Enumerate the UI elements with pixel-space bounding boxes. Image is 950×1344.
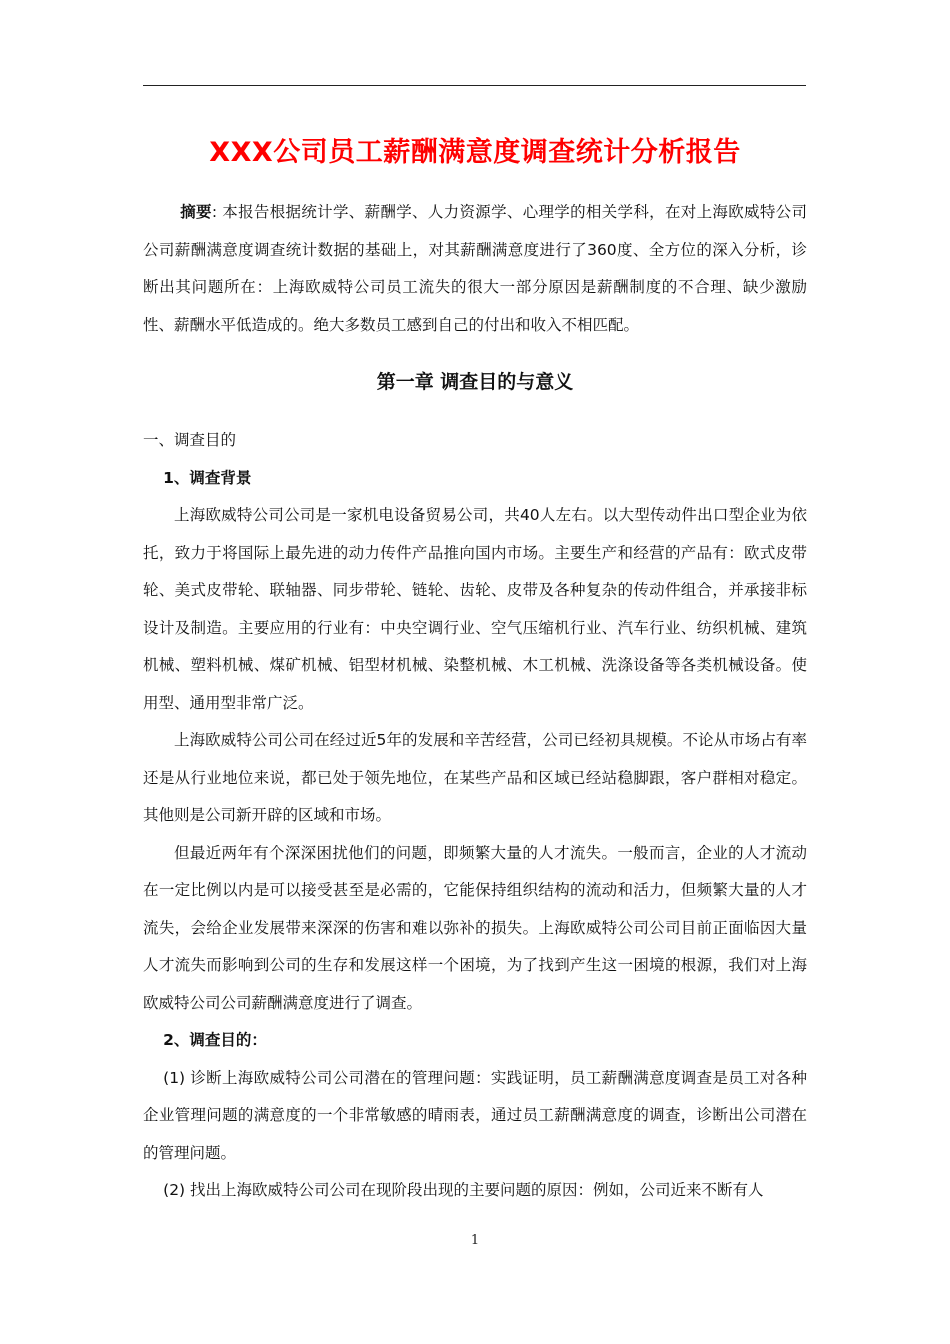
body-paragraph: 但最近两年有个深深困扰他们的问题，即频繁大量的人才流失。一般而言，企业的人才流动在一定比例以内是可以接受甚至是必需的，它能保持组织结构的流动和活力，但频繁大量的人才流失，会给企业发展带来深深的伤害和难以弥补的损失。上海欧威特公司公司目前正面临因大量人才流失而影响到公司的生存和发展这样一个困境，为了找到产生这一困境的根源，我们对上海欧威特公司公司薪酬满意度进行了调查。	[143, 843, 807, 1012]
header-rule	[143, 85, 806, 86]
section-heading: 一、调查目的	[143, 431, 237, 449]
subsection-heading-purpose: 2、调查目的：	[163, 1031, 267, 1049]
abstract-paragraph	[143, 194, 807, 344]
body-paragraph: 上海欧威特公司公司是一家机电设备贸易公司，共40人左右。以大型传动件出口型企业为依托，致力于将国际上最先进的动力传件产品推向国内市场。主要生产和经营的产品有：欧式皮带轮、美式皮带轮、联轴器、同步带轮、链轮、齿轮、皮带及各种复杂的传动件组合，并承接非标设计及制造。主要应用的行业有：中央空调行业、空气压缩机行业、汽车行业、纺织机械、建筑机械、塑料机械、煤矿机械、铝型材机械、染整机械、木工机械、洗涤设备等各类机械设备。使用型、通用型非常广泛。	[143, 506, 807, 712]
abstract-text: : 本报告根据统计学、薪酬学、人力资源学、心理学的相关学科，在对上海欧威特公司公司薪酬满意度调查统计数据的基础上，对其薪酬满意度进行了360度、全方位的深入分析，诊断出其问题所在：上海欧威特公司员工流失的很大一部分原因是薪酬制度的不合理、缺少激励性、薪酬水平低造成的。绝大多数员工感到自己的付出和收入不相匹配。	[143, 203, 807, 334]
page-number: 1	[470, 1233, 480, 1248]
subsection-heading-background: 1、调查背景	[163, 468, 252, 487]
list-item: (1) 诊断上海欧威特公司公司潜在的管理问题：实践证明，员工薪酬满意度调查是员工对各种企业管理问题的满意度的一个非常敏感的晴雨表，通过员工薪酬满意度的调查，诊断出公司潜在的管理问题。	[143, 1068, 807, 1162]
document-title: XXX公司员工薪酬满意度调查统计分析报告	[209, 137, 741, 168]
list-item: (2) 找出上海欧威特公司公司在现阶段出现的主要问题的原因：例如，公司近来不断有人	[163, 1181, 764, 1199]
body-paragraph: 上海欧威特公司公司在经过近5年的发展和辛苦经营，公司已经初具规模。不论从市场占有率还是从行业地位来说，都已处于领先地位，在某些产品和区域已经站稳脚跟，客户群相对稳定。其他则是公司新开辟的区域和市场。	[143, 731, 807, 824]
abstract-label: 摘要	[180, 203, 212, 221]
chapter-title: 第一章 调查目的与意义	[376, 371, 574, 393]
document-page	[143, 128, 807, 1210]
